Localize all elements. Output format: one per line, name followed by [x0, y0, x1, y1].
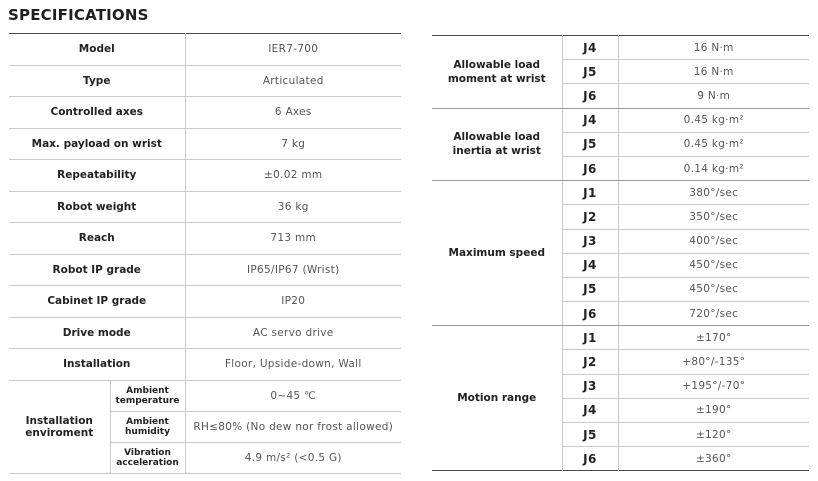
range-row	[432, 326, 809, 350]
spec-label: Robot IP grade	[9, 254, 185, 286]
spec-label: Cabinet IP grade	[9, 286, 185, 318]
spec-value: RH≤80% (No dew nor frost allowed)	[185, 411, 401, 442]
axis-spec-table	[432, 35, 809, 471]
inertia-group-label	[432, 108, 562, 181]
env-sub-label-line1: Ambient	[126, 416, 169, 427]
joint-label: J5	[562, 132, 618, 156]
joint-value: ±170°	[618, 326, 809, 350]
joint-value: 16 N·m	[618, 60, 809, 84]
spec-row-cabinet-ip	[9, 286, 401, 318]
joint-value: ±360°	[618, 447, 809, 471]
moment-label-line2: moment at wrist	[447, 72, 546, 85]
general-spec-table	[9, 33, 401, 474]
spec-value: IP20	[185, 286, 401, 318]
spec-row-reach	[9, 223, 401, 255]
range-group-label: Motion range	[457, 392, 537, 405]
spec-value: 6 Axes	[185, 97, 401, 129]
spec-row-robot-weight	[9, 191, 401, 223]
spec-row-model	[9, 34, 401, 66]
spec-label: Max. payload on wrist	[9, 128, 185, 160]
joint-label: J3	[562, 229, 618, 253]
joint-value: 9 N·m	[618, 84, 809, 108]
spec-label: Installation	[9, 349, 185, 381]
env-group-label-line1: Installation	[25, 414, 93, 427]
spec-row-drive-mode	[9, 317, 401, 349]
spec-label: Drive mode	[9, 317, 185, 349]
spec-label: Robot weight	[9, 191, 185, 223]
spec-label: Type	[9, 65, 185, 97]
page-title: SPECIFICATIONS	[8, 6, 149, 24]
joint-label: J6	[562, 302, 618, 326]
joint-value: 16 N·m	[618, 36, 809, 60]
joint-label: J4	[562, 36, 618, 60]
spec-row-type	[9, 65, 401, 97]
joint-value: 0.14 kg·m²	[618, 156, 809, 180]
moment-group-label	[432, 36, 562, 109]
joint-label: J2	[562, 350, 618, 374]
spec-value: AC servo drive	[185, 317, 401, 349]
joint-value: 400°/sec	[618, 229, 809, 253]
joint-value: 450°/sec	[618, 253, 809, 277]
joint-label: J6	[562, 156, 618, 180]
env-sub-label-line2: acceleration	[116, 457, 179, 468]
env-sub-label	[110, 442, 185, 473]
joint-value: +195°/-70°	[618, 374, 809, 398]
env-sub-label	[110, 411, 185, 442]
spec-value: Articulated	[185, 65, 401, 97]
spec-row-env-temperature	[9, 380, 401, 411]
joint-label: J4	[562, 253, 618, 277]
joint-label: J5	[562, 423, 618, 447]
joint-label: J5	[562, 60, 618, 84]
env-sub-label-line2: temperature	[115, 395, 180, 406]
spec-label: Controlled axes	[9, 97, 185, 129]
joint-value: 0.45 kg·m²	[618, 108, 809, 132]
moment-label-line1: Allowable load	[453, 58, 541, 71]
speed-row	[432, 181, 809, 205]
joint-label: J4	[562, 398, 618, 422]
joint-value: 450°/sec	[618, 277, 809, 301]
spec-row-payload	[9, 128, 401, 160]
spec-label: Model	[9, 34, 185, 66]
spec-value: 713 mm	[185, 223, 401, 255]
env-group-label	[9, 380, 110, 473]
joint-label: J1	[562, 181, 618, 205]
spec-value: 4.9 m/s² (<0.5 G)	[185, 442, 401, 473]
spec-label: Repeatability	[9, 160, 185, 192]
env-sub-label	[110, 380, 185, 411]
joint-value: 350°/sec	[618, 205, 809, 229]
env-group-label-line2: enviroment	[25, 426, 94, 439]
joint-value: ±190°	[618, 398, 809, 422]
spec-row-robot-ip	[9, 254, 401, 286]
joint-label: J1	[562, 326, 618, 350]
env-sub-label-line1: Vibration	[124, 447, 171, 458]
speed-group-label: Maximum speed	[432, 181, 562, 326]
joint-label: J6	[562, 447, 618, 471]
env-sub-label-line2: humidity	[125, 426, 170, 437]
joint-label: J5	[562, 277, 618, 301]
joint-value: +80°/-135°	[618, 350, 809, 374]
env-sub-label-line1: Ambient	[126, 385, 169, 396]
spec-value: IP65/IP67 (Wrist)	[185, 254, 401, 286]
spec-value: IER7-700	[185, 34, 401, 66]
spec-label: Reach	[9, 223, 185, 255]
spec-row-controlled-axes	[9, 97, 401, 129]
spec-value: 7 kg	[185, 128, 401, 160]
joint-label: J6	[562, 84, 618, 108]
joint-value: 0.45 kg·m²	[618, 132, 809, 156]
joint-value: ±120°	[618, 423, 809, 447]
inertia-label-line1: Allowable load	[453, 131, 541, 144]
moment-row	[432, 36, 809, 60]
joint-label: J4	[562, 108, 618, 132]
spec-row-installation	[9, 349, 401, 381]
spec-value: ±0.02 mm	[185, 160, 401, 192]
joint-value: 380°/sec	[618, 181, 809, 205]
spec-value: 36 kg	[185, 191, 401, 223]
spec-value: 0~45 ℃	[185, 380, 401, 411]
spec-value: Floor, Upside-down, Wall	[185, 349, 401, 381]
joint-label: J3	[562, 374, 618, 398]
joint-label: J2	[562, 205, 618, 229]
inertia-label-line2: inertia at wrist	[452, 145, 541, 158]
spec-row-repeatability	[9, 160, 401, 192]
joint-value: 720°/sec	[618, 302, 809, 326]
inertia-row	[432, 108, 809, 132]
